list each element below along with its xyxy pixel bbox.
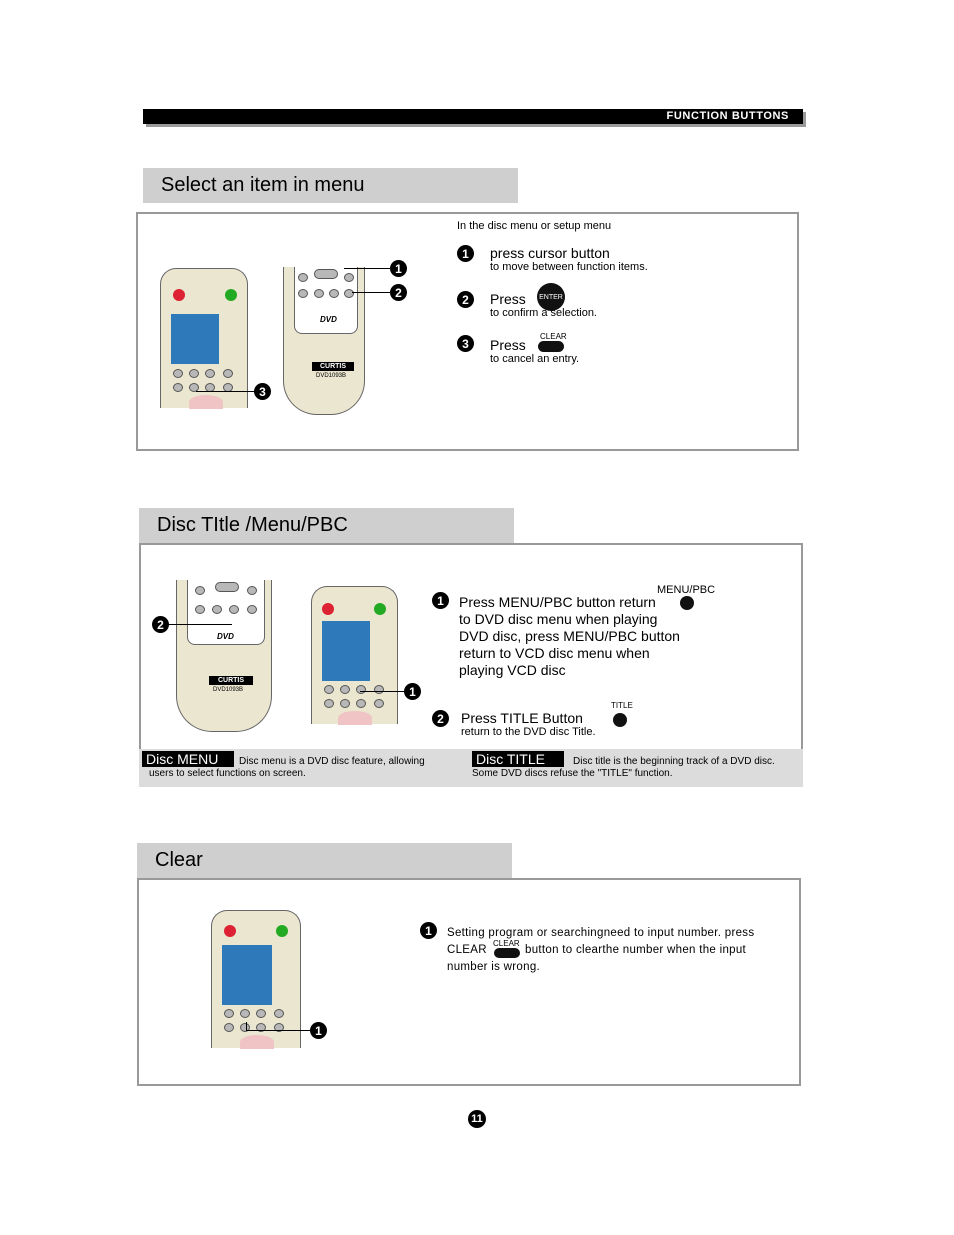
repeat-button-icon	[340, 685, 350, 694]
enter-button-icon: ENTER	[537, 283, 565, 311]
title-step-subtext: return to the DVD disc Title.	[461, 726, 596, 738]
clear-step-bullet: 1	[420, 922, 437, 939]
skip-button-icon	[298, 289, 308, 298]
step-2-subtext: to confirm a selection.	[490, 307, 597, 319]
callout-line-1b	[360, 691, 404, 692]
title-button-icon	[329, 289, 339, 298]
intro-text: In the disc menu or setup menu	[457, 220, 612, 232]
menu-step-line: DVD disc, press MENU/PBC button	[459, 628, 680, 644]
remote-illustration-2	[311, 586, 398, 724]
remote-bottom-illustration	[283, 267, 365, 415]
menu-pbc-caption: MENU/PBC	[657, 584, 716, 596]
title-button-caption: TITLE	[611, 701, 633, 710]
step-1-bullet: 1	[457, 245, 474, 262]
note-label-disc-title: Disc TITLE	[472, 751, 564, 767]
remote-bottom-illustration-2	[176, 580, 272, 732]
title-button-icon	[613, 713, 627, 727]
menu-step-line: to DVD disc menu when playing	[459, 611, 658, 627]
section-title-disc-title: Disc TItle /Menu/PBC	[139, 508, 514, 543]
cursor-pad-icon	[240, 1035, 274, 1049]
step-2-bullet: 2	[457, 291, 474, 308]
callout-line-2b	[168, 624, 232, 625]
setup-button-icon	[224, 1009, 234, 1018]
power-button-icon	[173, 289, 185, 301]
angle-button-icon	[173, 383, 183, 392]
clear-button-icon-inline	[494, 948, 520, 958]
step-3-bullet: 3	[457, 335, 474, 352]
slow-button-icon	[356, 699, 366, 708]
step-2-text: Press	[490, 291, 526, 307]
number-pad-icon	[322, 621, 370, 681]
usb-card-button-icon	[212, 605, 222, 614]
step-3-text: Press	[490, 337, 526, 353]
callout-line-2	[352, 292, 390, 293]
section-title-select-item: Select an item in menu	[143, 168, 518, 203]
dvd-logo-icon: DVD	[217, 632, 234, 641]
vol-down-button-icon	[374, 699, 384, 708]
step-3-subtext: to cancel an entry.	[490, 353, 580, 365]
menu-step-line: return to VCD disc menu when	[459, 645, 650, 661]
step-1-subtext: to move between function items.	[490, 261, 648, 273]
callout-line-1	[344, 268, 390, 269]
play-button-icon	[247, 586, 257, 595]
clear-step-line-2-a: CLEAR	[447, 944, 487, 956]
menu-step-text	[459, 594, 680, 679]
callout-line-1c-tick	[246, 1022, 247, 1030]
title-step-text: Press TITLE Button	[461, 710, 583, 726]
header-title: FUNCTION BUTTONS	[666, 110, 789, 122]
clear-inline-caption: CLEAR	[493, 939, 520, 948]
header-bar	[143, 109, 803, 124]
cursor-up-icon	[215, 582, 239, 592]
angle-button-icon	[324, 699, 334, 708]
callout-line-3	[196, 391, 254, 392]
vol-button-icon	[374, 685, 384, 694]
power-button-icon	[224, 925, 236, 937]
step-1-text: press cursor button	[490, 245, 610, 261]
brand-logo: CURTIS	[312, 362, 354, 371]
vol-button-icon	[223, 369, 233, 378]
clear-button-icon	[340, 699, 350, 708]
note-label-disc-menu: Disc MENU	[142, 751, 234, 767]
note-text-disc-menu-2: users to select functions on screen.	[149, 768, 306, 779]
note-text-disc-title-1: Disc title is the beginning track of a DVD disc.	[573, 756, 775, 767]
cursor-pad-icon	[338, 711, 372, 725]
remote-illustration-3	[211, 910, 301, 1048]
menu-button-icon	[205, 369, 215, 378]
remote-illustration	[160, 268, 248, 408]
model-label: DVD1093B	[213, 687, 244, 693]
clear-step-line-2-b: button to clearthe number when the input	[525, 944, 747, 956]
title-button-icon	[229, 605, 239, 614]
menu-pbc-button-icon	[680, 596, 694, 610]
repeat-button-icon	[240, 1009, 250, 1018]
model-label: DVD1093B	[316, 373, 347, 379]
menu-step-line: Press MENU/PBC button return	[459, 594, 656, 610]
stop-button-icon	[195, 586, 205, 595]
callout-3: 3	[254, 383, 271, 400]
setup-button-icon	[173, 369, 183, 378]
clear-step-line-1: Setting program or searchingneed to input number. press	[447, 927, 755, 939]
power-button-icon	[322, 603, 334, 615]
usb-card-button-icon	[314, 289, 324, 298]
pbc-button-icon	[344, 289, 354, 298]
cursor-pad-icon	[189, 395, 223, 409]
note-text-disc-title-2: Some DVD discs refuse the "TITLE" function.	[472, 768, 673, 779]
callout-1: 1	[390, 260, 407, 277]
clear-button-icon	[538, 341, 564, 352]
page-number: 11	[468, 1110, 486, 1128]
setup-button-icon	[324, 685, 334, 694]
skip-button-icon	[195, 605, 205, 614]
clear-button-caption: CLEAR	[540, 332, 567, 341]
eject-button-icon	[276, 925, 288, 937]
angle-button-icon	[224, 1023, 234, 1032]
note-text-disc-menu-1: Disc menu is a DVD disc feature, allowing	[239, 756, 425, 767]
vol-button-icon	[274, 1009, 284, 1018]
callout-1b: 1	[404, 683, 421, 700]
callout-2: 2	[390, 284, 407, 301]
title-step-bullet: 2	[432, 710, 449, 727]
callout-line-1c	[246, 1030, 310, 1031]
eject-button-icon	[225, 289, 237, 301]
menu-step-line: playing VCD disc	[459, 662, 566, 678]
clear-step-line-3: number is wrong.	[447, 961, 541, 973]
callout-2b: 2	[152, 616, 169, 633]
brand-logo: CURTIS	[209, 676, 253, 685]
eject-button-icon	[374, 603, 386, 615]
menu-step-bullet: 1	[432, 592, 449, 609]
stop-button-icon	[298, 273, 308, 282]
menu-button-icon	[256, 1009, 266, 1018]
number-pad-icon	[171, 314, 219, 364]
repeat-button-icon	[189, 369, 199, 378]
cursor-up-icon	[314, 269, 338, 279]
menu-pbc-button-icon	[356, 685, 366, 694]
dvd-logo-icon: DVD	[320, 315, 337, 324]
section-title-clear: Clear	[137, 843, 512, 878]
callout-1c: 1	[310, 1022, 327, 1039]
number-pad-icon	[222, 945, 272, 1005]
pbc-button-icon	[247, 605, 257, 614]
play-button-icon	[344, 273, 354, 282]
